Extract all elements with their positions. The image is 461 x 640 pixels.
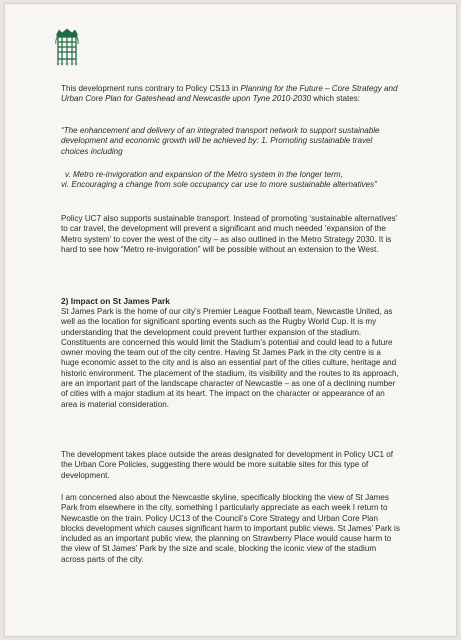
paragraph-st-james-park: St James Park is the home of our city’s Premier League Football team, Newcastle United, as well as the location for significant sporting events such as the Rugby World Cup. It is my understanding that the development could prevent further expansion of the stadium. Constituents are concerned this would limit the Stadium’s potential and could lead to a future owner moving the team out of the city centre. Having St James Park in the city centre is a huge economic asset to the city and is also an essential part of the cities culture, heritage and historic environment. The placement of the stadium, its visibility and the routes to its approach, are an important part of the landscape character of Newcastle – as one of a declining number of cities with a major stadium at its heart. The impact on the character or appearance of an area is material consideration. [61,307,399,409]
planning-document-title: Planning for the Future – Core Strategy and Urban Core Plan for Gateshead and Newcastle upon Tyne 2010-2030 [61,84,398,104]
section-heading-st-james-park: 2) Impact on St James Park [61,296,170,306]
quote-item-vi: vi. Encouraging a change from sole occupancy car use to more sustainable alternatives” [61,180,377,190]
quote-item-v: v. Metro re-invigoration and expansion of the Metro system in the longer term, [65,170,343,179]
document-page [5,4,456,636]
paragraph-policy-uc1: The development takes place outside the areas designated for development in Policy UC1 of the Urban Core Policies, suggesting there would be more suitable sites for this type of development. [61,450,394,480]
quote-list [61,170,401,191]
portcullis-icon [53,28,81,66]
paragraph-policy-cs13 [61,84,401,105]
paragraph-newcastle-skyline: I am concerned also about the Newcastle skyline, specifically blocking the view of St James Park from elsewhere in the city, something I particularly appreciate as each week I return to Newcastle on the train. Policy UC13 of the Council’s Core Strategy and Urban Core Plan blocks development which causes significant harm to important public views. St James’ Park is included as an important public view, the planning on Strawberry Place would cause harm to the view of St James’ Park by the size and scale, blocking the iconic view of the stadium across parts of the city. [61,493,400,564]
paragraph-policy-uc7: Policy UC7 also supports sustainable transport. Instead of promoting ‘sustainable alternatives’ to car travel, the development will prevent a significant and much needed ‘expansion of the Metro system’ to cover the west of the city – as also outlined in the Metro Strategy 2030. It is hard to see how “Metro re-invigoration” will be possible without an extension to the West. [61,214,398,254]
quote-cs13: “The enhancement and delivery of an integrated transport network to support sustainable development and economic growth will be achieved by: 1. Promoting sustainable travel choices including [61,126,380,156]
paragraph-cs13-end: which states: [311,94,361,104]
paragraph-cs13-text: This development runs contrary to Policy CS13 in [61,84,241,93]
